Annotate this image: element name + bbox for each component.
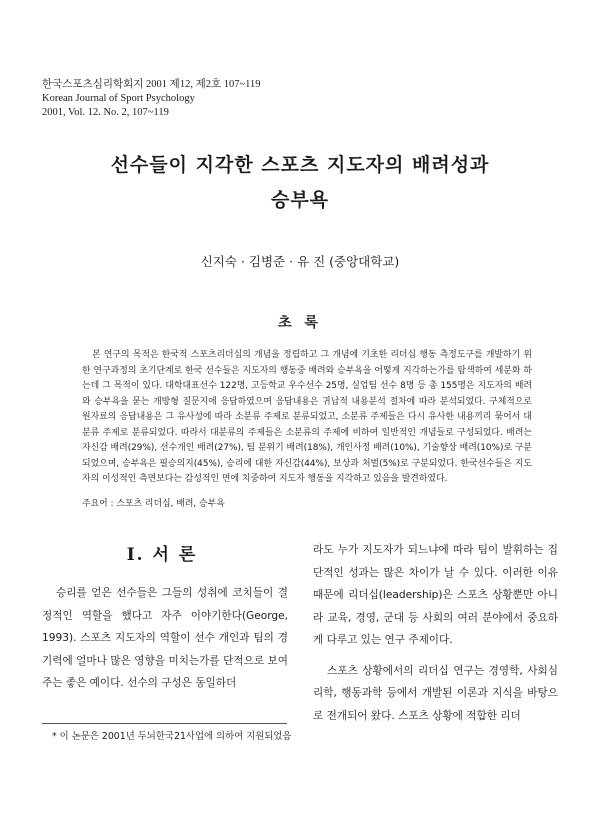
left-column-paragraph: 승리를 얻은 선수들은 그들의 성취에 코치들이 결정적인 역할을 했다고 자주 이야기한다(George, 1993). 스포츠 지도자의 역할이 선수 개인과 팀의 경기력에 얼마나 많은 영향을 미치는가를 단적으로 보여주는 좋은 예이다. 선수의 구성은 동일하더 xyxy=(42,587,288,689)
footnote: * 이 논문은 2001년 두뇌한국21사업에 의하여 지원되었음 xyxy=(52,731,292,742)
footnote-divider xyxy=(42,723,287,724)
abstract-body: 본 연구의 목적은 한국적 스포츠리더십의 개념을 정립하고 그 개념에 기초한 리더십 행동 측정도구를 개발하기 위한 연구과정의 초기단계로 한국 선수들은 지도자의 행동중 배려와 승부욕을 어떻게 지각하는가를 탐색하여 세분화 하는데 그 목적이 있다. 대학대표선수 122명, 고등학교 우수선수 25명, 실업팀 선수 8명 등 총 155명은 지도자의 배려와 승부욕을 묻는 개방형 질문지에 응답하였으며 응답내용은 귀납적 내용분석 절차에 따라 분석되었다. 구체적으로 원자료의 응답내용은 그 유사성에 따라 소분류 주제로 분류되었고, 소분류 주제들은 다시 유사한 내용끼리 묶어서 대분류 주제로 분류되었다. 따라서 대분류의 주제들은 소분류의 주제에 비하여 일반적인 개념들로 구성되었다. 배려는 자신감 배려(29%), 선수개인 배려(27%), 팀 분위기 배려(18%), 개인사정 배려(10%), 기술향상 배려(10%)로 구분되었으며, 승부욕은 필승의지(45%), 승리에 대한 자신감(44%), 보상과 처벌(5%)로 구분되었다. 한국선수들은 지도자의 이성적인 측면보다는 감성적인 면에 치중하여 지도자 행동을 지각하고 있음을 발견하였다. xyxy=(82,350,532,484)
author-list: 신지숙 · 김병준 · 유 진 (중앙대학교) xyxy=(200,254,400,269)
paper-title-line-1: 선수들이 지각한 스포츠 지도자의 배려성과 xyxy=(110,154,490,176)
journal-line-english: Korean Journal of Sport Psychology xyxy=(42,93,195,104)
left-column xyxy=(42,582,288,695)
right-column xyxy=(313,539,558,727)
right-column-paragraph-2: 스포츠 상황에서의 리더십 연구는 경영학, 사회심리학, 행동과학 등에서 개발된 이론과 지식을 바탕으로 전개되어 왔다. 스포츠 상황에 적합한 리더 xyxy=(313,664,558,722)
right-column-paragraph-1: 라도 누가 지도자가 되느냐에 따라 팀이 발휘하는 집단적인 성과는 많은 차이가 날 수 있다. 이러한 이유 때문에 리더십(leadership)은 스포츠 상황뿐만 아니라 교육, 경영, 군대 등 사회의 여러 분야에서 중요하게 다루고 있는 연구 주제이다. xyxy=(313,544,558,646)
journal-volume-line: 2001, Vol. 12. No. 2, 107~119 xyxy=(42,107,169,118)
paper-title-line-2: 승부욕 xyxy=(270,189,330,211)
paper-title xyxy=(0,148,600,218)
journal-header xyxy=(42,78,261,120)
abstract-heading: 초 록 xyxy=(278,315,322,331)
section-heading-introduction: Ⅰ. 서 론 xyxy=(126,545,198,565)
keywords: 주요어 : 스포츠 리더십, 배려, 승부욕 xyxy=(82,499,225,509)
journal-line-korean: 한국스포츠심리학회지 2001 제12, 제2호 107~119 xyxy=(42,79,261,90)
